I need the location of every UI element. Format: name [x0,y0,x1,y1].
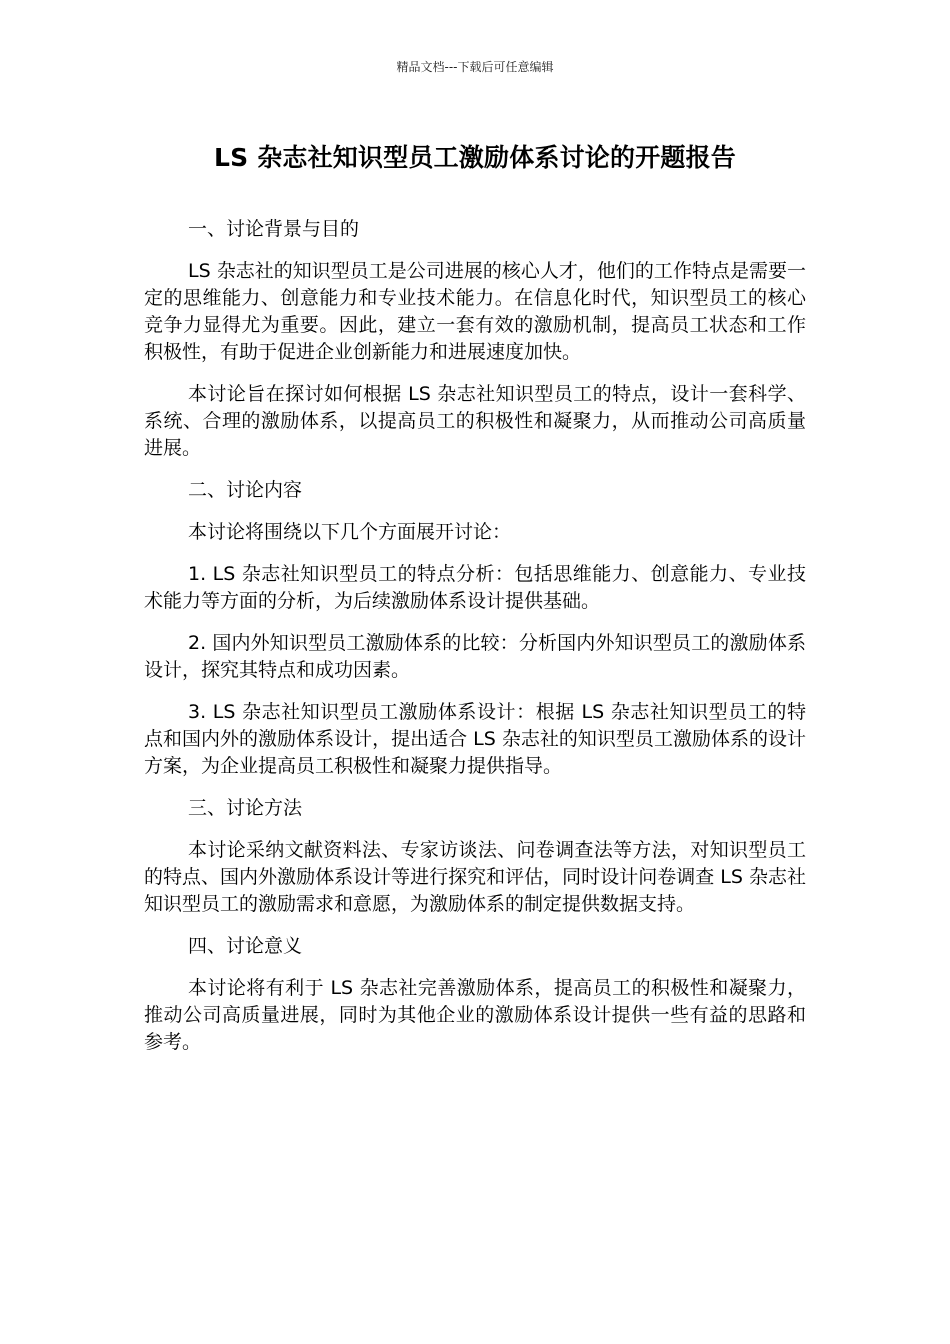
paragraph: LS 杂志社的知识型员工是公司进展的核心人才，他们的工作特点是需要一定的思维能力、创意能力和专业技术能力。在信息化时代，知识型员工的核心竞争力显得尤为重要。因此，建立一套有效的激励机制，提高员工状态和工作积极性，有助于促进企业创新能力和进展速度加快。 [144,260,806,363]
section-significance [144,933,806,1056]
page-header-note: 精品文档---下载后可任意编辑 [396,60,554,74]
paragraph: 本讨论旨在探讨如何根据 LS 杂志社知识型员工的特点，设计一套科学、系统、合理的激励体系，以提高员工的积极性和凝聚力，从而推动公司高质量进展。 [144,383,806,459]
list-item: 3. LS 杂志社知识型员工激励体系设计：根据 LS 杂志社知识型员工的特点和国内外的激励体系设计，提出适合 LS 杂志社的知识型员工激励体系的设计方案，为企业提高员工积极性和凝聚力提供指导。 [144,701,806,777]
section-content [144,477,806,780]
section-methods [144,795,806,918]
section-heading: 三、讨论方法 [188,797,303,819]
paragraph: 本讨论将有利于 LS 杂志社完善激励体系，提高员工的积极性和凝聚力，推动公司高质量进展，同时为其他企业的激励体系设计提供一些有益的思路和参考。 [144,977,806,1053]
list-item: 2. 国内外知识型员工激励体系的比较：分析国内外知识型员工的激励体系设计，探究其特点和成功因素。 [144,632,806,681]
section-heading: 一、讨论背景与目的 [188,218,360,240]
document-body [144,216,806,1071]
list-item: 1. LS 杂志社知识型员工的特点分析：包括思维能力、创意能力、专业技术能力等方面的分析，为后续激励体系设计提供基础。 [144,563,806,612]
section-heading: 二、讨论内容 [188,479,303,501]
paragraph: 本讨论将围绕以下几个方面展开讨论： [188,521,512,543]
section-background [144,216,806,462]
section-heading: 四、讨论意义 [188,935,303,957]
paragraph: 本讨论采纳文献资料法、专家访谈法、问卷调查法等方法，对知识型员工的特点、国内外激励体系设计等进行探究和评估，同时设计问卷调查 LS 杂志社知识型员工的激励需求和意愿，为激励体系的制定提供数据支持。 [144,839,806,915]
document-title: LS 杂志社知识型员工激励体系讨论的开题报告 [213,143,737,172]
